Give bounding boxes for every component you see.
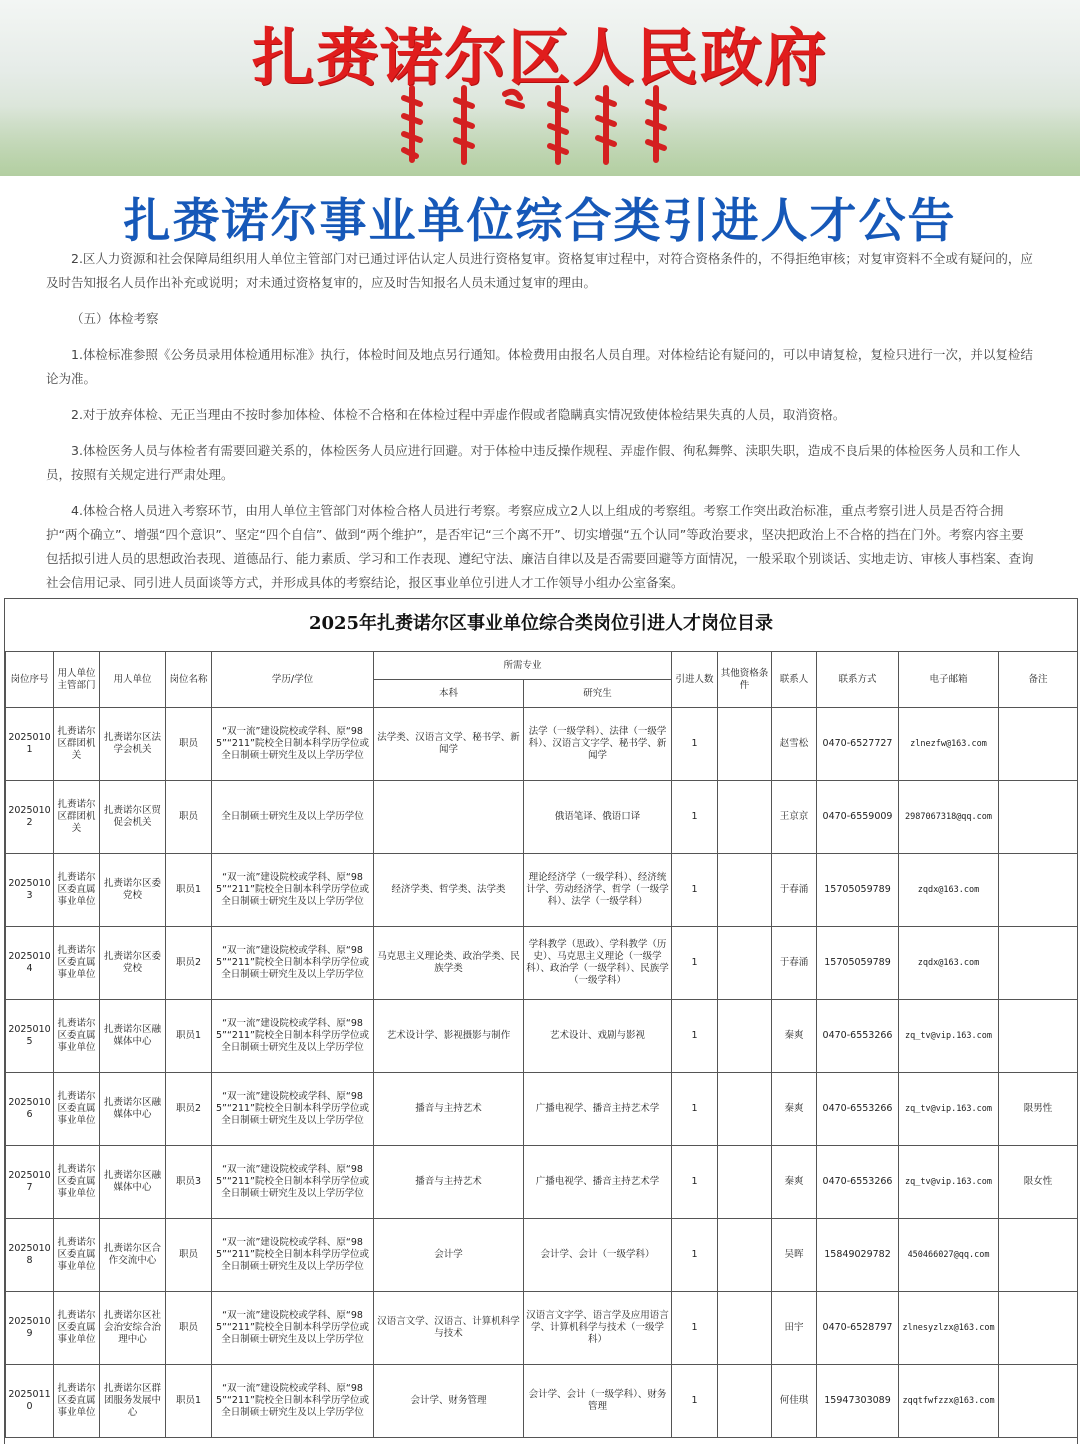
cell-dept: 扎赉诺尔区委直属事业单位 bbox=[54, 1292, 100, 1365]
cell-grad: 会计学、会计（一级学科） bbox=[524, 1219, 672, 1292]
table-row bbox=[6, 1000, 1078, 1073]
cell-undergrad: 会计学 bbox=[374, 1219, 524, 1292]
cell-dept: 扎赉诺尔区委直属事业单位 bbox=[54, 1146, 100, 1219]
cell-dept: 扎赉诺尔区委直属事业单位 bbox=[54, 927, 100, 1000]
header-contact: 联系人 bbox=[772, 652, 817, 708]
table-row bbox=[6, 1146, 1078, 1219]
cell-seq: 20250104 bbox=[6, 927, 54, 1000]
paragraph: 1.体检标准参照《公务员录用体检通用标准》执行，体检时间及地点另行通知。体检费用由报名人员自理。对体检结论有疑问的，可以申请复检，复检只进行一次，并以复检结论为准。 bbox=[46, 347, 1033, 386]
cell-count: 1 bbox=[672, 1365, 718, 1438]
cell-post: 职员1 bbox=[166, 1365, 212, 1438]
cell-contact: 秦爽 bbox=[772, 1146, 817, 1219]
table-row bbox=[6, 854, 1078, 927]
cell-dept: 扎赉诺尔区委直属事业单位 bbox=[54, 1000, 100, 1073]
cell-other bbox=[718, 927, 772, 1000]
cell-post: 职员 bbox=[166, 708, 212, 781]
cell-post: 职员 bbox=[166, 1219, 212, 1292]
cell-other bbox=[718, 1000, 772, 1073]
cell-contact: 王京京 bbox=[772, 781, 817, 854]
cell-degree: “双一流”建设院校或学科、原“985”“211”院校全日制本科学历学位或全日制硕士研究生及以上学历学位 bbox=[212, 1146, 374, 1219]
cell-count: 1 bbox=[672, 708, 718, 781]
announcement-title: 扎赉诺尔事业单位综合类引进人才公告 bbox=[123, 194, 957, 249]
cell-phone: 15849029782 bbox=[817, 1219, 899, 1292]
cell-email: zqqtfwfzzx@163.com bbox=[899, 1365, 999, 1438]
cell-other bbox=[718, 854, 772, 927]
cell-degree: “双一流”建设院校或学科、原“985”“211”院校全日制本科学历学位或全日制硕士研究生及以上学历学位 bbox=[212, 854, 374, 927]
cell-note bbox=[999, 708, 1078, 781]
cell-dept: 扎赉诺尔区群团机关 bbox=[54, 781, 100, 854]
cell-phone: 0470-6559009 bbox=[817, 781, 899, 854]
cell-email: zq_tv@vip.163.com bbox=[899, 1146, 999, 1219]
cell-dept: 扎赉诺尔区委直属事业单位 bbox=[54, 1365, 100, 1438]
cell-undergrad: 播音与主持艺术 bbox=[374, 1073, 524, 1146]
cell-note bbox=[999, 1000, 1078, 1073]
header-undergrad: 本科 bbox=[374, 680, 524, 708]
cell-email: zq_tv@vip.163.com bbox=[899, 1073, 999, 1146]
cell-seq: 20250108 bbox=[6, 1219, 54, 1292]
cell-other bbox=[718, 1365, 772, 1438]
header-degree: 学历/学位 bbox=[212, 652, 374, 708]
header-grad: 研究生 bbox=[524, 680, 672, 708]
cell-seq: 20250107 bbox=[6, 1146, 54, 1219]
cell-contact: 何佳琪 bbox=[772, 1365, 817, 1438]
cell-post: 职员2 bbox=[166, 927, 212, 1000]
positions-table bbox=[5, 651, 1078, 1438]
cell-undergrad: 马克思主义理论类、政治学类、民族学类 bbox=[374, 927, 524, 1000]
cell-note bbox=[999, 781, 1078, 854]
cell-seq: 20250106 bbox=[6, 1073, 54, 1146]
cell-post: 职员 bbox=[166, 1292, 212, 1365]
cell-contact: 田宇 bbox=[772, 1292, 817, 1365]
mongolian-script-emblem bbox=[0, 84, 1080, 168]
cell-seq: 20250110 bbox=[6, 1365, 54, 1438]
cell-count: 1 bbox=[672, 927, 718, 1000]
cell-degree: “双一流”建设院校或学科、原“985”“211”院校全日制本科学历学位或全日制硕士研究生及以上学历学位 bbox=[212, 1000, 374, 1073]
cell-undergrad: 播音与主持艺术 bbox=[374, 1146, 524, 1219]
cell-grad: 广播电视学、播音主持艺术学 bbox=[524, 1146, 672, 1219]
cell-degree: “双一流”建设院校或学科、原“985”“211”院校全日制本科学历学位或全日制硕士研究生及以上学历学位 bbox=[212, 1073, 374, 1146]
cell-degree: “双一流”建设院校或学科、原“985”“211”院校全日制本科学历学位或全日制硕士研究生及以上学历学位 bbox=[212, 1219, 374, 1292]
table-row bbox=[6, 1292, 1078, 1365]
cell-grad: 艺术设计、戏剧与影视 bbox=[524, 1000, 672, 1073]
cell-grad: 俄语笔译、俄语口译 bbox=[524, 781, 672, 854]
table-title: 2025年扎赉诺尔区事业单位综合类岗位引进人才岗位目录 bbox=[308, 613, 774, 634]
section-heading: （五）体检考察 bbox=[71, 311, 159, 326]
cell-note bbox=[999, 1219, 1078, 1292]
cell-other bbox=[718, 708, 772, 781]
cell-post: 职员3 bbox=[166, 1146, 212, 1219]
cell-phone: 15705059789 bbox=[817, 854, 899, 927]
cell-undergrad: 法学类、汉语言文学、秘书学、新闻学 bbox=[374, 708, 524, 781]
cell-grad: 广播电视学、播音主持艺术学 bbox=[524, 1073, 672, 1146]
cell-email: 450466027@qq.com bbox=[899, 1219, 999, 1292]
cell-email: 2987067318@qq.com bbox=[899, 781, 999, 854]
cell-undergrad: 会计学、财务管理 bbox=[374, 1365, 524, 1438]
header-other: 其他资格条件 bbox=[718, 652, 772, 708]
cell-dept: 扎赉诺尔区委直属事业单位 bbox=[54, 1073, 100, 1146]
paragraph: 4.体检合格人员进入考察环节，由用人单位主管部门对体检合格人员进行考察。考察应成立2人以上组成的考察组。考察工作突出政治标准，重点考察引进人员是否符合拥护“两个确立”、增强“四个意识”、坚定“四个自信”、做到“两个维护”，是否牢记“三个离不开”、切实增强“五个认同”等政治要求，坚决把政治上不合格的挡在门外。考察内容主要包括拟引进人员的思想政治表现、道德品行、能力素质、学习和工作表现、遵纪守法、廉洁自律以及是否需要回避等方面情况，一般采取个别谈话、实地走访、审核人事档案、查询社会信用记录、同引进人员面谈等方式，并形成具体的考察结论，报区事业单位引进人才工作领导小组办公室备案。 bbox=[46, 503, 1034, 590]
cell-phone: 15947303089 bbox=[817, 1365, 899, 1438]
header-email: 电子邮箱 bbox=[899, 652, 999, 708]
cell-email: zqdx@163.com bbox=[899, 927, 999, 1000]
cell-degree: “双一流”建设院校或学科、原“985”“211”院校全日制本科学历学位或全日制硕士研究生及以上学历学位 bbox=[212, 708, 374, 781]
cell-count: 1 bbox=[672, 1292, 718, 1365]
cell-unit: 扎赉诺尔区融媒体中心 bbox=[100, 1000, 166, 1073]
cell-phone: 0470-6528797 bbox=[817, 1292, 899, 1365]
cell-contact: 于春涌 bbox=[772, 927, 817, 1000]
cell-email: zlnezfw@163.com bbox=[899, 708, 999, 781]
cell-other bbox=[718, 1073, 772, 1146]
header-dept: 用人单位主管部门 bbox=[54, 652, 100, 708]
cell-degree: 全日制硕士研究生及以上学历学位 bbox=[212, 781, 374, 854]
cell-count: 1 bbox=[672, 1073, 718, 1146]
cell-other bbox=[718, 1292, 772, 1365]
table-row bbox=[6, 1219, 1078, 1292]
announcement-body bbox=[46, 247, 1034, 607]
cell-degree: “双一流”建设院校或学科、原“985”“211”院校全日制本科学历学位或全日制硕士研究生及以上学历学位 bbox=[212, 927, 374, 1000]
header-seq: 岗位序号 bbox=[6, 652, 54, 708]
cell-degree: “双一流”建设院校或学科、原“985”“211”院校全日制本科学历学位或全日制硕士研究生及以上学历学位 bbox=[212, 1365, 374, 1438]
cell-contact: 秦爽 bbox=[772, 1000, 817, 1073]
cell-grad: 法学（一级学科）、法律（一级学科）、汉语言文字学、秘书学、新闻学 bbox=[524, 708, 672, 781]
government-title: 扎赉诺尔区人民政府 bbox=[251, 21, 828, 94]
cell-email: zqdx@163.com bbox=[899, 854, 999, 927]
cell-grad: 学科教学（思政）、学科教学（历史）、马克思主义理论（一级学科）、政治学（一级学科）、民族学（一级学科） bbox=[524, 927, 672, 1000]
cell-dept: 扎赉诺尔区委直属事业单位 bbox=[54, 1219, 100, 1292]
cell-note: 限男性 bbox=[999, 1073, 1078, 1146]
cell-contact: 赵雪松 bbox=[772, 708, 817, 781]
cell-count: 1 bbox=[672, 1000, 718, 1073]
header-phone: 联系方式 bbox=[817, 652, 899, 708]
cell-contact: 秦爽 bbox=[772, 1073, 817, 1146]
cell-unit: 扎赉诺尔区委党校 bbox=[100, 927, 166, 1000]
paragraph: 2.区人力资源和社会保障局组织用人单位主管部门对已通过评估认定人员进行资格复审。资格复审过程中，对符合资格条件的，不得拒绝审核；对复审资料不全或有疑问的，应及时告知报名人员作出补充或说明；对未通过资格复审的，应及时告知报名人员未通过复审的理由。 bbox=[46, 251, 1033, 290]
cell-count: 1 bbox=[672, 1146, 718, 1219]
cell-seq: 20250103 bbox=[6, 854, 54, 927]
cell-undergrad bbox=[374, 781, 524, 854]
cell-count: 1 bbox=[672, 854, 718, 927]
cell-note bbox=[999, 854, 1078, 927]
cell-dept: 扎赉诺尔区委直属事业单位 bbox=[54, 854, 100, 927]
cell-contact: 吴晖 bbox=[772, 1219, 817, 1292]
paragraph: 2.对于放弃体检、无正当理由不按时参加体检、体检不合格和在体检过程中弄虚作假或者隐瞒真实情况致使体检结果失真的人员，取消资格。 bbox=[71, 407, 846, 422]
table-row bbox=[6, 927, 1078, 1000]
cell-grad: 汉语言文字学、语言学及应用语言学、计算机科学与技术（一级学科） bbox=[524, 1292, 672, 1365]
cell-unit: 扎赉诺尔区融媒体中心 bbox=[100, 1146, 166, 1219]
cell-email: zlnesyzlzx@163.com bbox=[899, 1292, 999, 1365]
cell-note bbox=[999, 1292, 1078, 1365]
cell-post: 职员1 bbox=[166, 1000, 212, 1073]
cell-other bbox=[718, 1146, 772, 1219]
cell-seq: 20250109 bbox=[6, 1292, 54, 1365]
cell-unit: 扎赉诺尔区融媒体中心 bbox=[100, 1073, 166, 1146]
cell-seq: 20250101 bbox=[6, 708, 54, 781]
table-row bbox=[6, 1073, 1078, 1146]
cell-post: 职员2 bbox=[166, 1073, 212, 1146]
cell-phone: 0470-6553266 bbox=[817, 1146, 899, 1219]
cell-seq: 20250102 bbox=[6, 781, 54, 854]
cell-seq: 20250105 bbox=[6, 1000, 54, 1073]
cell-note bbox=[999, 1365, 1078, 1438]
cell-unit: 扎赉诺尔区法学会机关 bbox=[100, 708, 166, 781]
cell-contact: 于春涌 bbox=[772, 854, 817, 927]
cell-unit: 扎赉诺尔区贸促会机关 bbox=[100, 781, 166, 854]
cell-undergrad: 经济学类、哲学类、法学类 bbox=[374, 854, 524, 927]
cell-phone: 0470-6553266 bbox=[817, 1073, 899, 1146]
cell-count: 1 bbox=[672, 781, 718, 854]
cell-undergrad: 汉语言文学、汉语言、计算机科学与技术 bbox=[374, 1292, 524, 1365]
paragraph: 3.体检医务人员与体检者有需要回避关系的，体检医务人员应进行回避。对于体检中违反操作规程、弄虚作假、徇私舞弊、渎职失职，造成不良后果的体检医务人员和工作人员，按照有关规定进行严肃处理。 bbox=[46, 443, 1021, 482]
cell-dept: 扎赉诺尔区群团机关 bbox=[54, 708, 100, 781]
cell-undergrad: 艺术设计学、影视摄影与制作 bbox=[374, 1000, 524, 1073]
cell-note bbox=[999, 927, 1078, 1000]
cell-other bbox=[718, 781, 772, 854]
cell-grad: 理论经济学（一级学科）、经济统计学、劳动经济学、哲学（一级学科）、法学（一级学科） bbox=[524, 854, 672, 927]
header-post: 岗位名称 bbox=[166, 652, 212, 708]
header-count: 引进人数 bbox=[672, 652, 718, 708]
cell-unit: 扎赉诺尔区群团服务发展中心 bbox=[100, 1365, 166, 1438]
cell-phone: 0470-6527727 bbox=[817, 708, 899, 781]
cell-unit: 扎赉诺尔区委党校 bbox=[100, 854, 166, 927]
cell-other bbox=[718, 1219, 772, 1292]
cell-phone: 0470-6553266 bbox=[817, 1000, 899, 1073]
header-banner bbox=[0, 0, 1080, 176]
cell-phone: 15705059789 bbox=[817, 927, 899, 1000]
cell-email: zq_tv@vip.163.com bbox=[899, 1000, 999, 1073]
cell-unit: 扎赉诺尔区合作交流中心 bbox=[100, 1219, 166, 1292]
cell-unit: 扎赉诺尔区社会治安综合治理中心 bbox=[100, 1292, 166, 1365]
cell-degree: “双一流”建设院校或学科、原“985”“211”院校全日制本科学历学位或全日制硕士研究生及以上学历学位 bbox=[212, 1292, 374, 1365]
table-row bbox=[6, 781, 1078, 854]
cell-count: 1 bbox=[672, 1219, 718, 1292]
header-unit: 用人单位 bbox=[100, 652, 166, 708]
cell-post: 职员1 bbox=[166, 854, 212, 927]
header-major: 所需专业 bbox=[374, 652, 672, 680]
table-row bbox=[6, 708, 1078, 781]
table-row bbox=[6, 1365, 1078, 1438]
cell-post: 职员 bbox=[166, 781, 212, 854]
position-catalog bbox=[4, 598, 1078, 1444]
cell-grad: 会计学、会计（一级学科）、财务管理 bbox=[524, 1365, 672, 1438]
cell-note: 限女性 bbox=[999, 1146, 1078, 1219]
header-note: 备注 bbox=[999, 652, 1078, 708]
